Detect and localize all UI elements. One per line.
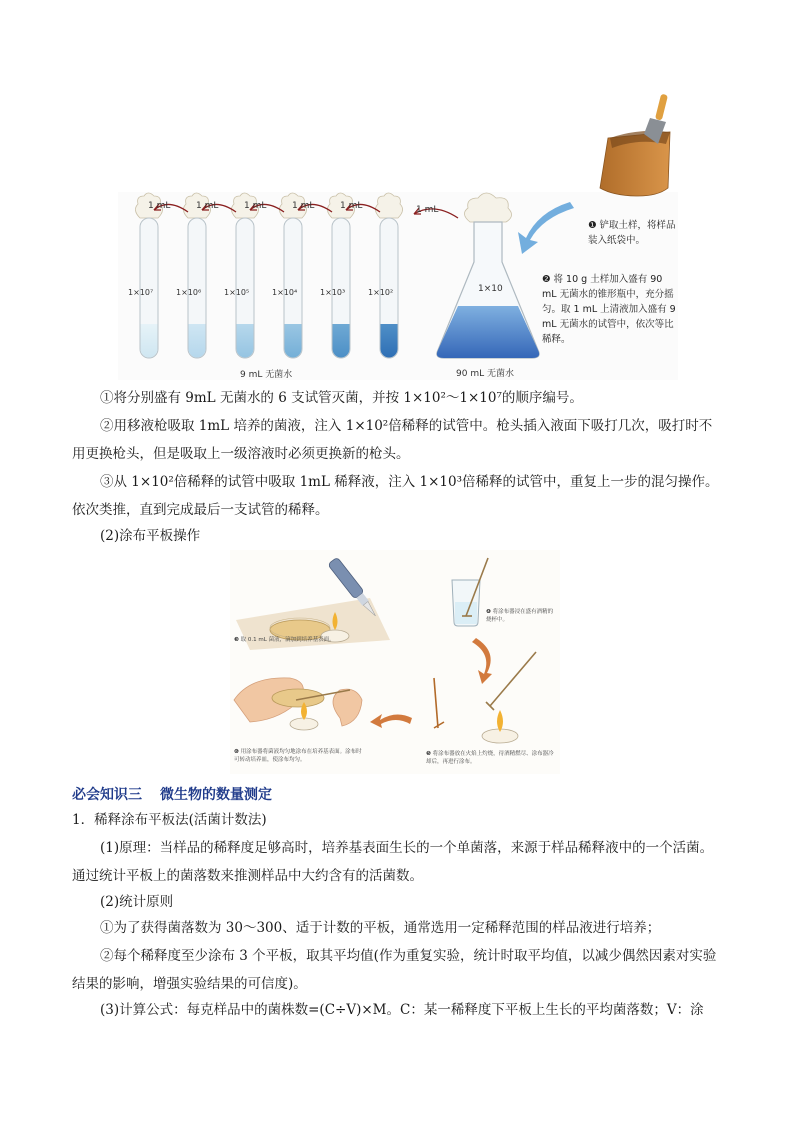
flask-dilution-label: 1×10 (478, 284, 503, 294)
section-label: 必会知识三 (72, 787, 142, 803)
serial-dilution-figure (118, 92, 678, 380)
step-caption-1: ❶ 铲取土样，将样品装入纸袋中。 (588, 220, 676, 246)
transfer-label: 1 mL (340, 201, 363, 211)
paragraph: ③从 1×10²倍稀释的试管中吸取 1mL 稀释液，注入 1×10³倍稀释的试管中，重复上一步的混匀操作。依次类推，直到完成最后一支试管的稀释。 (72, 474, 719, 518)
flask-caption: 90 mL 无菌水 (456, 369, 514, 379)
sub-heading: (2)统计原则 (100, 894, 174, 910)
paragraph: ②每个稀释度至少涂布 3 个平板，取其平均值(作为重复实验，统计时取平均值，以减少偶然因素对实验结果的影响，增强实验结果的可信度)。 (72, 948, 717, 992)
paragraph: (1)原理：当样品的稀释度足够高时，培养基表面生长的一个单菌落，来源于样品稀释液中的一个活菌。通过统计平板上的菌落数来推测样品中大约含有的活菌数。 (72, 840, 714, 884)
sub-heading: (2)涂布平板操作 (100, 528, 201, 544)
transfer-label: 1 mL (244, 201, 267, 211)
tube-dilution-label: 1×10⁴ (272, 288, 298, 297)
step-caption-2: ❷ 将 10 g 土样加入盛有 90 mL 无菌水的锥形瓶中，充分摇匀。取 1 mL 上清液加入盛有 9 mL 无菌水的试管中，依次等比稀释。 (542, 274, 676, 345)
spread-plate-illustration (230, 550, 560, 774)
tube-dilution-label: 1×10³ (320, 288, 346, 297)
step-caption-6: ❻ 用涂布器将菌液均匀地涂布在培养基表面。涂布时可转动培养皿，使涂布均匀。 (234, 749, 362, 763)
transfer-label: 1 mL (148, 201, 171, 211)
tubes-caption: 9 mL 无菌水 (240, 370, 293, 380)
numbered-heading: 1．稀释涂布平板法(活菌计数法) (72, 812, 267, 828)
step-caption-5: ❺ 将涂布器放在火焰上灼烧，待酒精燃尽、涂布器冷却后，再进行涂布。 (426, 751, 554, 765)
paragraph: (3)计算公式：每克样品中的菌株数=(C÷V)×M。C：某一稀释度下平板上生长的平均菌落数；V：涂 (100, 1002, 704, 1018)
transfer-label: 1 mL (196, 201, 219, 211)
transfer-label: 1 mL (416, 205, 439, 215)
paragraph: ①将分别盛有 9mL 无菌水的 6 支试管灭菌，并按 1×10²～1×10⁷的顺序编号。 (100, 390, 583, 406)
tube-dilution-label: 1×10² (368, 288, 394, 297)
tube-dilution-label: 1×10⁶ (176, 288, 202, 297)
step-caption-3: ❸ 取 0.1 mL 菌液，滴加到培养基表面。 (234, 637, 335, 643)
soil-bag (600, 94, 670, 196)
step-caption-4: ❹ 将涂布器浸在盛有酒精的烧杯中。 (486, 609, 554, 623)
tube-dilution-label: 1×10⁷ (128, 288, 154, 297)
section-title: 微生物的数量测定 (160, 787, 272, 803)
tube-dilution-label: 1×10⁵ (224, 288, 250, 297)
section-heading (72, 784, 272, 804)
spread-plate-figure (230, 550, 560, 774)
paragraph: ②用移液枪吸取 1mL 培养的菌液，注入 1×10²倍稀释的试管中。枪头插入液面下吸打几次，吸打时不用更换枪头，但是吸取上一级溶液时必须更换新的枪头。 (72, 418, 713, 462)
transfer-label: 1 mL (292, 201, 315, 211)
paragraph: ①为了获得菌落数为 30～300、适于计数的平板，通常选用一定稀释范围的样品液进行培养； (100, 920, 661, 936)
